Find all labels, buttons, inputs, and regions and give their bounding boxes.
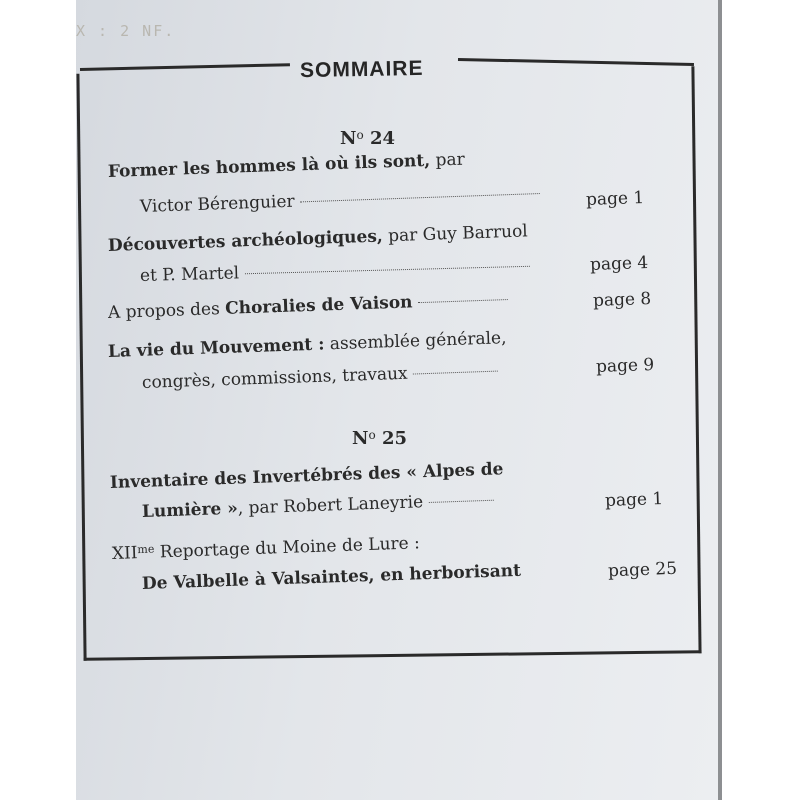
issue-number-24: $N^o$ 24 [340,128,396,149]
issue-number-25: $N^o$ 25 [352,428,408,449]
left-background [0,0,76,800]
toc-entry-2-line2: et P. Martel [140,256,530,286]
toc-entry-4-line2: congrès, commissions, travaux [142,361,499,393]
toc-entry-5-line1: Inventaire des Invertébrés des « Alpes de [109,459,504,493]
toc-entry-4-line1: La vie du Mouvement : assemblée générale, [107,328,507,362]
toc-entry-6-line1: $XII^{me}$ Reportage du Moine de Lure : [111,533,421,564]
right-background [722,0,800,800]
toc-entry-1-page: page 1 [585,187,645,211]
toc-entry-3-page: page 8 [592,288,652,312]
toc-entry-6-page: page 25 [607,558,678,582]
toc-entry-1-line1: Former les hommes là où ils sont, par [107,149,466,182]
toc-entry-5-page: page 1 [604,488,664,512]
toc-entry-1-line2: Victor Bérenguier [140,183,541,217]
toc-entry-3: A propos des Choralies de Vaison [108,289,509,323]
toc-entry-4-page: page 9 [595,354,655,378]
toc-entry-2-line1: Découvertes archéologiques, par Guy Barruol [107,221,529,256]
sommaire-heading: SOMMAIRE [299,56,424,83]
toc-entry-5-line2: Lumière », par Robert Laneyrie [142,490,494,522]
toc-entry-6-line2: De Valbelle à Valsaintes, en herborisant [141,560,522,594]
price-fragment: X : 2 NF. [76,22,176,40]
toc-entry-2-page: page 4 [589,252,649,276]
